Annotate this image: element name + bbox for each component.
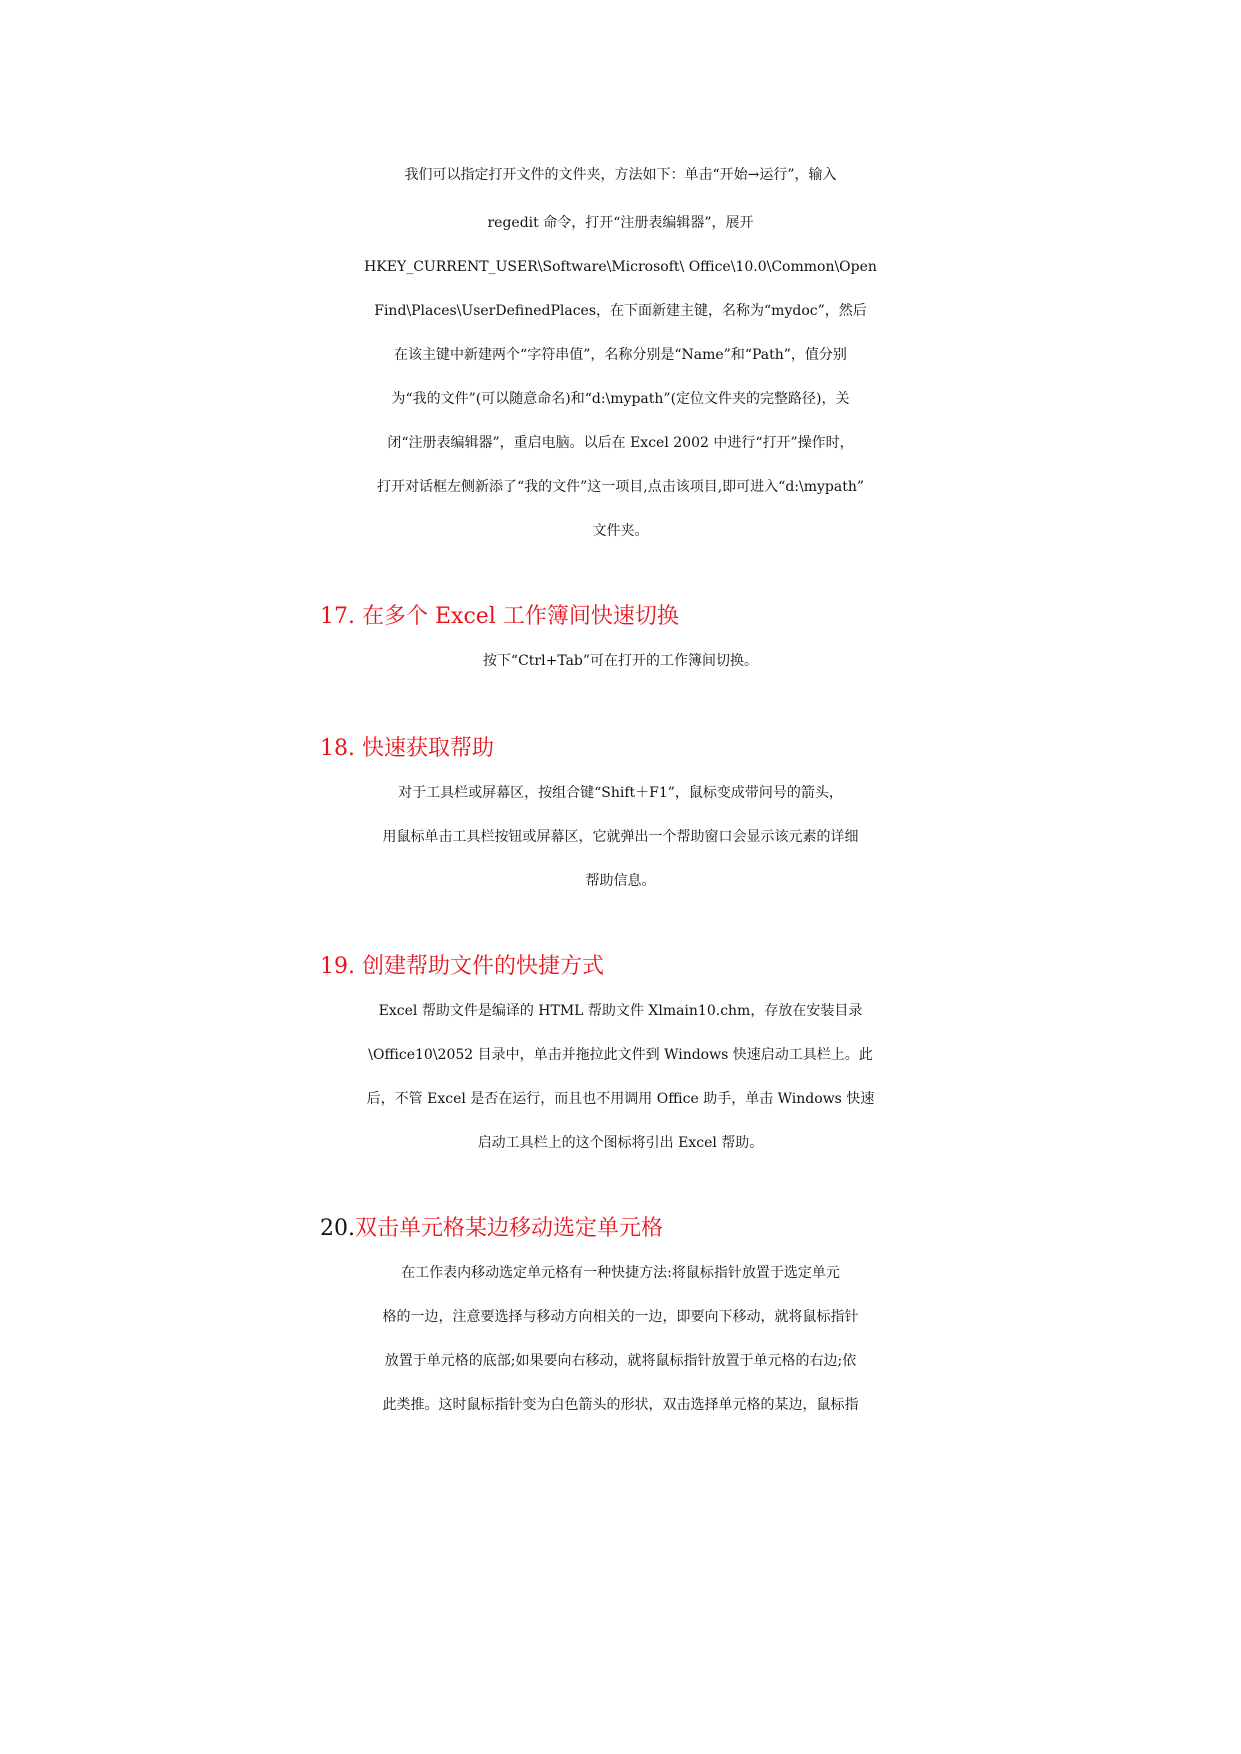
section-20-line-3: 放置于单元格的底部;如果要向右移动，就将鼠标指针放置于单元格的右边;依 <box>384 1353 857 1369</box>
section-19-line-2: \Office10\2052 目录中，单击并拖拉此文件到 Windows 快速启动工具栏上。此 <box>368 1047 873 1063</box>
intro-line-2: regedit 命令，打开“注册表编辑器”，展开 <box>487 215 754 231</box>
section-heading-20 <box>320 1204 663 1254</box>
section-number: 18. <box>320 736 355 761</box>
intro-line-9: 文件夹。 <box>592 523 649 539</box>
section-19-line-4: 启动工具栏上的这个图标将引出 Excel 帮助。 <box>477 1135 764 1151</box>
section-heading-18 <box>320 724 494 774</box>
section-20-line-2: 格的一边，注意要选择与移动方向相关的一边，即要向下移动，就将鼠标指针 <box>382 1309 859 1325</box>
section-title: 快速获取帮助 <box>362 736 495 761</box>
section-title: 双击单元格某边移动选定单元格 <box>355 1216 664 1241</box>
section-19-line-3: 后，不管 Excel 是否在运行，而且也不用调用 Office 助手，单击 Windows 快速 <box>366 1091 875 1107</box>
section-heading-19 <box>320 942 604 992</box>
section-20-line-1: 在工作表内移动选定单元格有一种快捷方法:将鼠标指针放置于选定单元 <box>401 1265 840 1281</box>
section-17-line-1: 按下“Ctrl+Tab”可在打开的工作簿间切换。 <box>482 653 759 669</box>
section-18-line-3: 帮助信息。 <box>585 873 656 889</box>
intro-line-6: 为“我的文件”(可以随意命名)和“d:\mypath”(定位文件夹的完整路径)，关 <box>391 391 850 407</box>
section-number: 19. <box>320 954 355 979</box>
intro-line-8: 打开对话框左侧新添了“我的文件”这一项目,点击该项目,即可进入“d:\mypath” <box>376 479 865 495</box>
intro-line-4: Find\Places\UserDefinedPlaces，在下面新建主键，名称为“mydoc”，然后 <box>374 303 867 319</box>
section-20-line-4: 此类推。这时鼠标指针变为白色箭头的形状，双击选择单元格的某边，鼠标指 <box>382 1397 859 1413</box>
section-number: 17. <box>320 604 355 629</box>
section-19-line-1: Excel 帮助文件是编译的 HTML 帮助文件 Xlmain10.chm，存放在安装目录 <box>378 1003 863 1019</box>
intro-line-7: 闭“注册表编辑器”，重启电脑。以后在 Excel 2002 中进行“打开”操作时， <box>387 435 854 451</box>
section-18-line-2: 用鼠标单击工具栏按钮或屏幕区，它就弹出一个帮助窗口会显示该元素的详细 <box>382 829 859 845</box>
intro-line-1: 我们可以指定打开文件的文件夹，方法如下：单击“开始→运行”，输入 <box>404 167 837 183</box>
section-number: 20. <box>320 1216 355 1241</box>
section-title: 在多个 Excel 工作簿间快速切换 <box>362 604 679 629</box>
section-18-line-1: 对于工具栏或屏幕区，按组合键“Shift＋F1”，鼠标变成带问号的箭头， <box>398 785 843 801</box>
section-title: 创建帮助文件的快捷方式 <box>362 954 605 979</box>
intro-line-5: 在该主键中新建两个“字符串值”，名称分别是“Name”和“Path”，值分别 <box>394 347 847 363</box>
section-heading-17 <box>320 592 679 642</box>
intro-line-3: HKEY_CURRENT_USER\Software\Microsoft\ Office\10.0\Common\Open <box>364 259 877 275</box>
